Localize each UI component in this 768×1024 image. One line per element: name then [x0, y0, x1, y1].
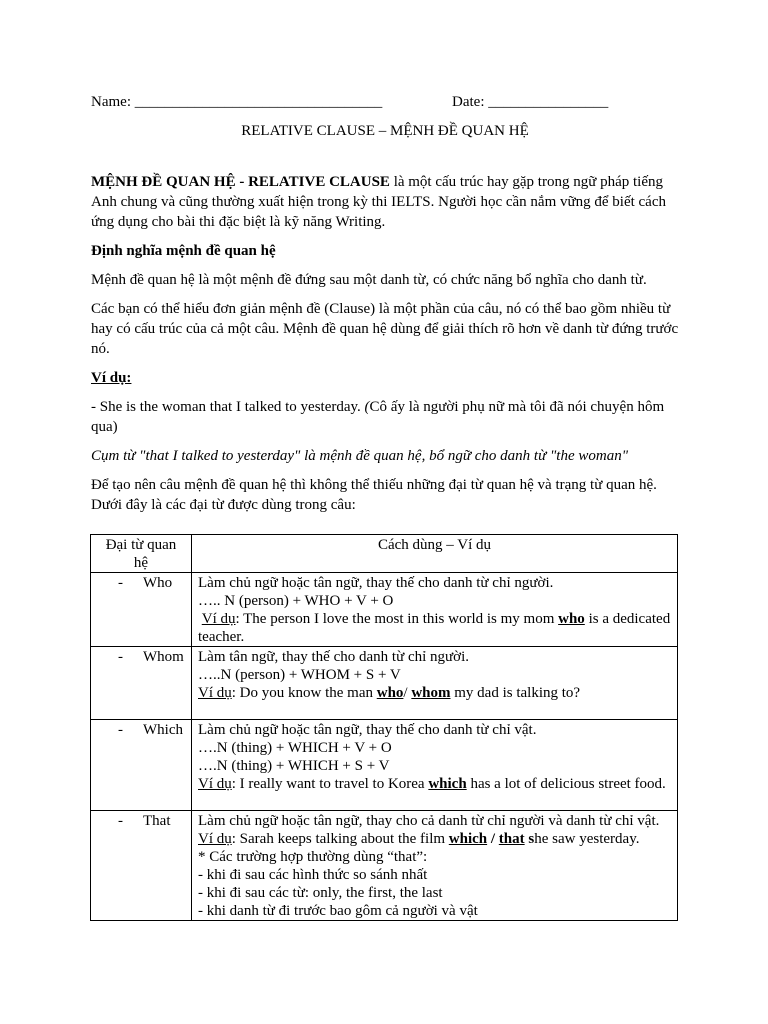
example-heading — [91, 368, 679, 388]
case-item: - khi danh từ đi trước bao gôm cả người và vật — [198, 903, 478, 919]
pronoun-cell — [91, 647, 192, 720]
definition-heading-text: Định nghĩa mệnh đề quan hệ — [91, 243, 276, 259]
keyword-whom: whom — [411, 685, 451, 701]
example-sentence — [91, 397, 679, 437]
usage-cell — [192, 720, 678, 811]
example-line — [198, 775, 671, 793]
usage-line: Làm tân ngữ, thay thế cho danh từ chỉ người. — [198, 649, 470, 665]
case-item: - khi đi sau các từ: only, the first, the last — [198, 885, 443, 901]
usage-cell — [192, 811, 678, 921]
dash: - — [118, 575, 123, 591]
example-sentence-en: - She is the woman that I talked to yesterday. — [91, 399, 365, 415]
structure-line: ….N (thing) + WHICH + S + V — [198, 758, 390, 774]
dash: - — [118, 649, 123, 665]
intro-paragraph — [91, 172, 679, 232]
page-title: RELATIVE CLAUSE – MỆNH ĐỀ QUAN HỆ — [241, 123, 529, 139]
name-date-row — [91, 92, 679, 112]
case-item: - khi đi sau các hình thức so sánh nhất — [198, 867, 428, 883]
example-text: my dad is talking to? — [450, 685, 581, 701]
definition-paragraph-2: Các bạn có thể hiểu đơn giản mệnh đề (Clause) là một phần của câu, nó có thể bao gồm nhiều từ hay có cấu trúc của cả một câu. Mệnh đề quan hệ dùng để giải thích rõ hơn về danh từ đứng trước nó. — [91, 301, 679, 357]
example-line — [198, 610, 671, 646]
example-text: : Do you know the man — [231, 685, 377, 701]
pronoun-whom: Whom — [143, 649, 184, 665]
example-heading-text: Ví dụ: — [91, 370, 132, 386]
usage-line: Làm chủ ngữ hoặc tân ngữ, thay thế cho danh từ chỉ người. — [198, 575, 554, 591]
intro-text: là một cấu trúc hay gặp trong ngữ pháp tiếng Anh chung và cũng thường xuất hiện trong kỳ thi IELTS. Người học cần nắm vững để biết cách ứng dụng cho bài thi đặc biệt là kỹ năng Writing. — [91, 174, 666, 230]
example-text: : The person I love the most in this world is my mom — [235, 611, 559, 627]
pronoun-cell — [91, 720, 192, 811]
pronoun-that: That — [143, 813, 171, 829]
example-line — [198, 684, 671, 702]
table-row-that — [91, 811, 678, 921]
table-header-usage: Cách dùng – Ví dụ — [192, 535, 678, 573]
example-text: is a dedicated teacher. — [198, 611, 671, 645]
keyword-which: which — [428, 776, 467, 792]
example-paren: ( — [364, 399, 370, 415]
vidu-label: Ví dụ — [201, 611, 236, 627]
pronoun-who: Who — [143, 575, 173, 591]
cases-heading: * Các trường hợp thường dùng “that”: — [198, 849, 428, 865]
definition-heading — [91, 241, 679, 261]
document-body — [91, 92, 679, 515]
structure-line: ….N (thing) + WHICH + V + O — [198, 740, 392, 756]
relative-pronoun-table — [90, 534, 678, 921]
example-note — [91, 446, 679, 466]
keyword-who: who — [376, 685, 404, 701]
example-text: he saw yesterday. — [534, 831, 640, 847]
pronoun-which: Which — [143, 722, 183, 738]
example-line — [198, 830, 671, 848]
date-field: Date: ________________ — [452, 94, 609, 110]
example-text: : Sarah keeps talking about the film — [231, 831, 449, 847]
table-row-which — [91, 720, 678, 811]
dash: - — [118, 813, 123, 829]
vidu-label: Ví dụ — [198, 776, 232, 792]
table-header-row — [91, 535, 678, 573]
name-field: Name: _________________________________ — [91, 94, 383, 110]
intro-bold: MỆNH ĐỀ QUAN HỆ - RELATIVE CLAUSE — [91, 174, 390, 190]
table-header-pronoun: Đại từ quan hệ — [91, 535, 192, 573]
pronoun-cell — [91, 811, 192, 921]
vidu-label: Ví dụ — [198, 831, 232, 847]
definition-paragraph-1: Mệnh đề quan hệ là một mệnh đề đứng sau một danh từ, có chức năng bổ nghĩa cho danh từ. — [91, 272, 647, 288]
structure-line: ….. N (person) + WHO + V + O — [198, 593, 394, 609]
dash: - — [118, 722, 123, 738]
keyword-that: that — [498, 831, 525, 847]
keyword-which: which — [448, 831, 488, 847]
vidu-label: Ví dụ — [198, 685, 232, 701]
pronoun-cell — [91, 573, 192, 647]
usage-cell — [192, 647, 678, 720]
example-note-text: Cụm từ "that I talked to yesterday" là mệnh đề quan hệ, bổ ngữ cho danh từ "the woman" — [91, 448, 629, 464]
table-row-who — [91, 573, 678, 647]
pronoun-lead-paragraph: Để tạo nên câu mệnh đề quan hệ thì không thể thiếu những đại từ quan hệ và trạng từ quan hệ. Dưới đây là các đại từ được dùng trong câu: — [91, 477, 657, 513]
keyword-who: who — [558, 611, 585, 627]
usage-line: Làm chủ ngữ hoặc tân ngữ, thay thế cho danh từ chỉ vật. — [198, 722, 537, 738]
usage-cell — [192, 573, 678, 647]
example-text: : I really want to travel to Korea — [231, 776, 429, 792]
table-row-whom — [91, 647, 678, 720]
example-translation: Cô ấy là người phụ nữ mà tôi đã nói chuyện hôm qua) — [91, 399, 665, 435]
example-text: has a lot of delicious street food. — [466, 776, 666, 792]
structure-line: …..N (person) + WHOM + S + V — [198, 667, 401, 683]
example-bold-letter: s — [524, 831, 535, 847]
usage-line: Làm chủ ngữ hoặc tân ngữ, thay cho cả danh từ chỉ người và danh từ chỉ vật. — [198, 813, 660, 829]
separator: / — [487, 831, 499, 847]
separator: / — [403, 685, 412, 701]
